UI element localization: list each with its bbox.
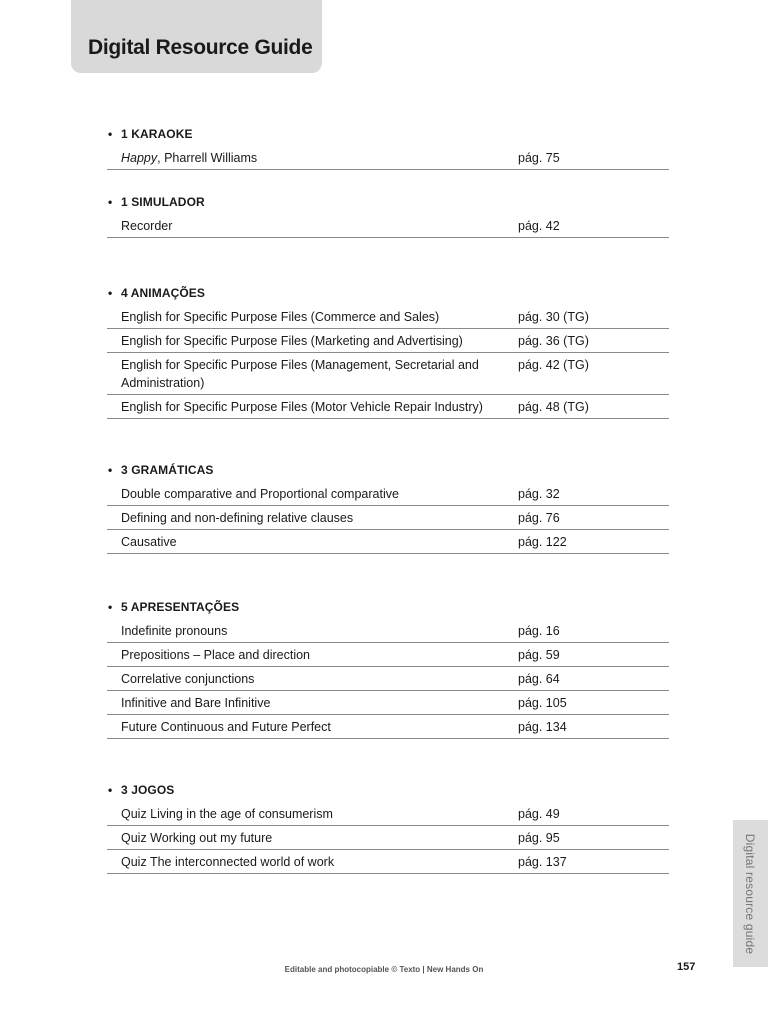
resource-row	[107, 329, 669, 353]
resource-title	[107, 217, 501, 235]
resource-row	[107, 214, 669, 238]
side-tab	[733, 820, 768, 967]
resource-title	[107, 332, 501, 350]
resource-title-text: Correlative conjunctions	[121, 671, 255, 686]
page-reference: pág. 49	[518, 806, 560, 821]
page-reference: pág. 16	[518, 623, 560, 638]
bullet-icon: •	[108, 127, 113, 141]
resource-title	[107, 670, 501, 688]
bullet-icon: •	[108, 286, 113, 300]
resource-title	[107, 646, 501, 664]
section	[107, 123, 669, 170]
page-reference: pág. 76	[518, 510, 560, 525]
section	[107, 459, 669, 554]
page-reference: pág. 42 (TG)	[518, 357, 589, 372]
title-tab	[71, 0, 322, 73]
resource-title-text: , Pharrell Williams	[157, 150, 258, 165]
bullet-icon: •	[108, 600, 113, 614]
resource-title-text: English for Specific Purpose Files (Marketing and Advertising)	[121, 333, 463, 348]
resource-row	[107, 619, 669, 643]
page-reference: pág. 36 (TG)	[518, 333, 589, 348]
resource-row	[107, 146, 669, 170]
resource-title	[107, 308, 501, 326]
section	[107, 191, 669, 238]
resource-title-text: English for Specific Purpose Files (Management, Secretarial and Administration)	[121, 357, 479, 390]
resource-title	[107, 805, 501, 823]
resource-title-text: Defining and non-defining relative clauses	[121, 510, 354, 525]
resource-title	[107, 509, 501, 527]
resource-title	[107, 829, 501, 847]
resource-row	[107, 395, 669, 419]
section-title-text: 1 KARAOKE	[121, 127, 193, 141]
section-title	[107, 779, 669, 802]
resource-title-text: Indefinite pronouns	[121, 623, 228, 638]
section-title	[107, 596, 669, 619]
section-title-text: 5 APRESENTAÇÕES	[121, 600, 240, 614]
section-title-text: 3 JOGOS	[121, 783, 175, 797]
resource-title	[107, 694, 501, 712]
bullet-icon: •	[108, 783, 113, 797]
section-title	[107, 282, 669, 305]
resource-title-text: Causative	[121, 534, 177, 549]
resource-row	[107, 530, 669, 554]
page-reference: pág. 59	[518, 647, 560, 662]
resource-title	[107, 718, 501, 736]
section-title	[107, 459, 669, 482]
page-reference: pág. 105	[518, 695, 567, 710]
page-reference: pág. 64	[518, 671, 560, 686]
resource-row	[107, 715, 669, 739]
resource-row	[107, 691, 669, 715]
page-number: 157	[677, 961, 696, 973]
resource-title	[107, 853, 501, 871]
resource-title-text: Quiz Living in the age of consumerism	[121, 806, 333, 821]
page-reference: pág. 122	[518, 534, 567, 549]
resource-title-text: Future Continuous and Future Perfect	[121, 719, 331, 734]
resource-row	[107, 482, 669, 506]
resource-title-italic: Happy	[121, 150, 158, 165]
section	[107, 596, 669, 739]
resource-row	[107, 802, 669, 826]
resource-title-text: Double comparative and Proportional comparative	[121, 486, 399, 501]
resource-row	[107, 667, 669, 691]
bullet-icon: •	[108, 195, 113, 209]
section	[107, 779, 669, 874]
section-title	[107, 123, 669, 146]
page-reference: pág. 30 (TG)	[518, 309, 589, 324]
page-reference: pág. 95	[518, 830, 560, 845]
page-reference: pág. 32	[518, 486, 560, 501]
resource-title	[107, 356, 501, 392]
resource-row	[107, 850, 669, 874]
resource-title-text: Recorder	[121, 218, 173, 233]
side-tab-label: Digital resource guide	[743, 833, 757, 955]
resource-title	[107, 485, 501, 503]
page-reference: pág. 48 (TG)	[518, 399, 589, 414]
resource-title-text: English for Specific Purpose Files (Commerce and Sales)	[121, 309, 440, 324]
resource-row	[107, 305, 669, 329]
resource-row	[107, 826, 669, 850]
resource-title-text: Quiz The interconnected world of work	[121, 854, 335, 869]
page-reference: pág. 75	[518, 150, 560, 165]
resource-title-text: Quiz Working out my future	[121, 830, 273, 845]
footer-text: Editable and photocopiable © Texto | New Hands On	[284, 965, 484, 974]
section	[107, 282, 669, 419]
page-title: Digital Resource Guide	[88, 36, 313, 59]
page-reference: pág. 137	[518, 854, 567, 869]
bullet-icon: •	[108, 463, 113, 477]
resource-title	[107, 149, 501, 167]
section-title	[107, 191, 669, 214]
section-title-text: 4 ANIMAÇÕES	[121, 286, 205, 300]
resource-title-text: Infinitive and Bare Infinitive	[121, 695, 271, 710]
resource-title	[107, 398, 501, 416]
resource-title	[107, 622, 501, 640]
resource-title-text: English for Specific Purpose Files (Motor Vehicle Repair Industry)	[121, 399, 483, 414]
resource-row	[107, 506, 669, 530]
resource-title-text: Prepositions – Place and direction	[121, 647, 311, 662]
resource-title	[107, 533, 501, 551]
section-title-text: 1 SIMULADOR	[121, 195, 205, 209]
resource-row	[107, 353, 669, 395]
page-reference: pág. 42	[518, 218, 560, 233]
resource-row	[107, 643, 669, 667]
page-reference: pág. 134	[518, 719, 567, 734]
section-title-text: 3 GRAMÁTICAS	[121, 463, 214, 477]
